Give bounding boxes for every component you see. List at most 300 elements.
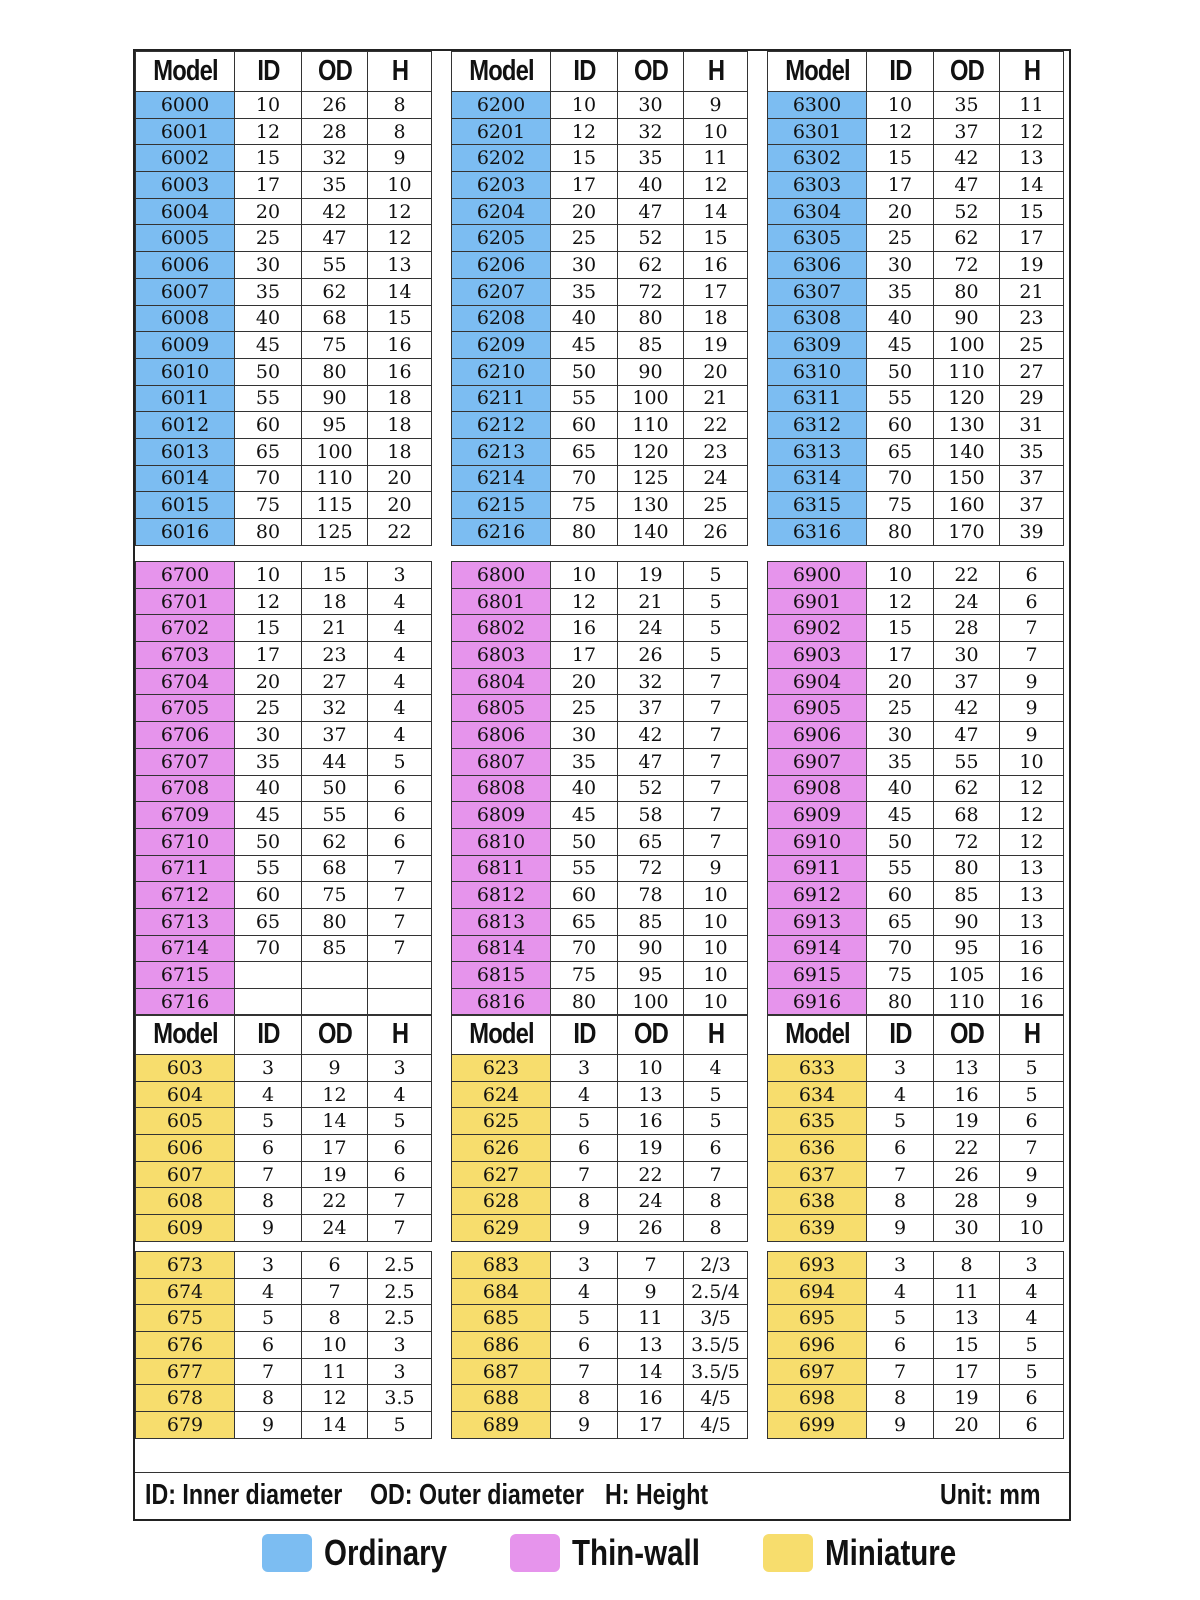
od-cell: 13	[618, 1332, 684, 1359]
table-row	[452, 588, 748, 615]
table-row	[452, 855, 748, 882]
id-cell: 30	[867, 722, 934, 749]
model-cell: 6308	[768, 305, 867, 332]
model-cell: 6314	[768, 465, 867, 492]
id-cell: 45	[867, 332, 934, 359]
id-cell: 7	[551, 1161, 618, 1188]
od-cell: 47	[934, 172, 1000, 199]
id-cell: 5	[551, 1108, 618, 1135]
table-row	[452, 145, 748, 172]
id-cell: 3	[235, 1055, 302, 1082]
id-cell: 6	[867, 1135, 934, 1162]
model-cell: 6715	[136, 962, 235, 989]
h-cell: 8	[368, 118, 432, 145]
model-cell: 6201	[452, 118, 551, 145]
od-cell: 85	[934, 882, 1000, 909]
h-cell: 14	[368, 278, 432, 305]
bearing-table-6200	[451, 51, 748, 546]
table-row	[452, 92, 748, 119]
od-cell: 23	[302, 642, 368, 669]
od-cell: 22	[302, 1188, 368, 1215]
h-cell: 10	[684, 882, 748, 909]
table-row	[136, 828, 432, 855]
od-cell: 19	[934, 1108, 1000, 1135]
id-cell: 6	[235, 1135, 302, 1162]
h-cell: 6	[1000, 1412, 1064, 1439]
od-cell: 7	[618, 1252, 684, 1279]
od-cell: 75	[302, 882, 368, 909]
id-cell: 3	[551, 1055, 618, 1082]
table-row	[768, 562, 1064, 589]
od-cell: 18	[302, 588, 368, 615]
id-cell: 60	[867, 412, 934, 439]
h-cell: 12	[1000, 775, 1064, 802]
table-row	[768, 642, 1064, 669]
model-cell: 688	[452, 1385, 551, 1412]
id-cell: 9	[867, 1412, 934, 1439]
table-row	[452, 1055, 748, 1082]
h-cell: 12	[1000, 118, 1064, 145]
od-cell: 72	[934, 252, 1000, 279]
od-cell: 12	[302, 1081, 368, 1108]
table-row	[452, 385, 748, 412]
od-cell: 110	[302, 465, 368, 492]
h-cell: 10	[1000, 1215, 1064, 1242]
table-row	[452, 305, 748, 332]
id-cell: 16	[551, 615, 618, 642]
model-cell: 6911	[768, 855, 867, 882]
model-cell: 6705	[136, 695, 235, 722]
column-header: Model	[776, 52, 857, 92]
id-cell: 12	[867, 118, 934, 145]
id-cell	[235, 989, 302, 1016]
id-cell: 50	[551, 828, 618, 855]
h-cell: 16	[368, 358, 432, 385]
h-cell: 37	[1000, 465, 1064, 492]
od-cell: 11	[302, 1358, 368, 1385]
model-cell: 6306	[768, 252, 867, 279]
table-row	[452, 1215, 748, 1242]
column-header: ID	[241, 52, 296, 92]
table-row	[768, 1305, 1064, 1332]
table-row	[136, 198, 432, 225]
model-cell: 6901	[768, 588, 867, 615]
od-cell	[302, 989, 368, 1016]
id-cell: 20	[867, 668, 934, 695]
h-cell: 10	[684, 118, 748, 145]
model-cell: 603	[136, 1055, 235, 1082]
table-row	[768, 962, 1064, 989]
od-cell: 95	[934, 935, 1000, 962]
column-header: OD	[307, 52, 361, 92]
h-cell: 5	[684, 562, 748, 589]
model-cell: 6200	[452, 92, 551, 119]
id-cell: 80	[551, 519, 618, 546]
id-cell: 45	[551, 332, 618, 359]
h-cell: 35	[1000, 438, 1064, 465]
id-cell: 60	[867, 882, 934, 909]
table-row	[452, 1412, 748, 1439]
id-cell: 30	[867, 252, 934, 279]
od-cell: 90	[934, 305, 1000, 332]
h-cell: 7	[368, 882, 432, 909]
h-cell: 16	[1000, 935, 1064, 962]
model-cell: 678	[136, 1385, 235, 1412]
od-cell: 30	[934, 1215, 1000, 1242]
id-cell: 12	[235, 588, 302, 615]
od-cell: 9	[302, 1055, 368, 1082]
h-cell: 16	[684, 252, 748, 279]
id-cell: 17	[235, 642, 302, 669]
od-cell: 90	[302, 385, 368, 412]
h-cell: 3	[368, 562, 432, 589]
od-cell: 24	[934, 588, 1000, 615]
od-cell: 24	[302, 1215, 368, 1242]
id-cell: 70	[867, 935, 934, 962]
id-cell: 4	[235, 1278, 302, 1305]
h-cell: 37	[1000, 492, 1064, 519]
legend-swatch-ordinary	[262, 1534, 312, 1572]
id-cell: 3	[235, 1252, 302, 1279]
table-row	[136, 989, 432, 1016]
model-cell: 6810	[452, 828, 551, 855]
od-cell: 80	[934, 278, 1000, 305]
od-cell: 115	[302, 492, 368, 519]
model-cell: 676	[136, 1332, 235, 1359]
model-cell: 6214	[452, 465, 551, 492]
h-cell: 11	[684, 145, 748, 172]
model-cell: 6014	[136, 465, 235, 492]
id-cell: 20	[867, 198, 934, 225]
model-cell: 6011	[136, 385, 235, 412]
column-header: Model	[144, 52, 225, 92]
od-cell: 160	[934, 492, 1000, 519]
model-cell: 6204	[452, 198, 551, 225]
od-cell: 30	[934, 642, 1000, 669]
od-cell: 85	[302, 935, 368, 962]
id-cell: 70	[867, 465, 934, 492]
od-cell: 16	[618, 1385, 684, 1412]
table-row	[452, 962, 748, 989]
id-cell: 7	[867, 1161, 934, 1188]
table-row	[452, 492, 748, 519]
id-cell: 5	[867, 1305, 934, 1332]
column-header: ID	[873, 52, 928, 92]
id-cell: 10	[551, 92, 618, 119]
model-cell: 607	[136, 1161, 235, 1188]
od-cell: 16	[618, 1108, 684, 1135]
model-cell: 6811	[452, 855, 551, 882]
model-cell: 684	[452, 1278, 551, 1305]
table-row	[136, 1252, 432, 1279]
id-cell: 12	[551, 118, 618, 145]
od-cell: 47	[618, 198, 684, 225]
h-cell: 7	[368, 1188, 432, 1215]
model-cell: 6315	[768, 492, 867, 519]
id-cell: 60	[551, 882, 618, 909]
model-cell: 6013	[136, 438, 235, 465]
bearing-table-683	[451, 1251, 748, 1439]
h-cell: 13	[1000, 145, 1064, 172]
model-cell: 6800	[452, 562, 551, 589]
h-cell: 13	[1000, 908, 1064, 935]
h-cell: 15	[1000, 198, 1064, 225]
h-cell: 2.5	[368, 1305, 432, 1332]
table-row	[136, 519, 432, 546]
legend-definitions	[135, 1472, 1069, 1519]
id-cell: 55	[867, 855, 934, 882]
id-cell: 25	[867, 695, 934, 722]
table-row	[136, 358, 432, 385]
od-cell: 17	[618, 1412, 684, 1439]
h-cell: 10	[684, 908, 748, 935]
table-row	[136, 562, 432, 589]
table-row	[452, 1358, 748, 1385]
h-cell: 14	[684, 198, 748, 225]
column-header: OD	[307, 1015, 361, 1055]
id-cell: 8	[235, 1385, 302, 1412]
h-cell: 7	[684, 775, 748, 802]
h-cell: 22	[684, 412, 748, 439]
model-cell: 686	[452, 1332, 551, 1359]
od-cell: 47	[618, 748, 684, 775]
h-cell: 15	[368, 305, 432, 332]
h-cell: 22	[368, 519, 432, 546]
model-cell: 6207	[452, 278, 551, 305]
h-cell: 7	[368, 935, 432, 962]
od-cell: 24	[618, 615, 684, 642]
model-cell: 6902	[768, 615, 867, 642]
model-cell: 6216	[452, 519, 551, 546]
model-cell: 608	[136, 1188, 235, 1215]
table-row	[136, 305, 432, 332]
od-cell: 62	[934, 775, 1000, 802]
id-cell: 45	[867, 802, 934, 829]
od-cell: 26	[618, 642, 684, 669]
id-cell: 8	[551, 1385, 618, 1412]
table-row	[452, 695, 748, 722]
model-cell: 6016	[136, 519, 235, 546]
od-cell: 110	[934, 989, 1000, 1016]
column-header: OD	[939, 52, 993, 92]
table-row	[768, 668, 1064, 695]
od-cell: 35	[934, 92, 1000, 119]
column-header: OD	[623, 52, 677, 92]
model-cell: 699	[768, 1412, 867, 1439]
model-cell: 6801	[452, 588, 551, 615]
h-cell: 5	[684, 588, 748, 615]
h-cell: 25	[1000, 332, 1064, 359]
h-cell: 3	[368, 1358, 432, 1385]
model-cell: 6802	[452, 615, 551, 642]
model-cell: 6316	[768, 519, 867, 546]
id-cell: 6	[551, 1332, 618, 1359]
id-cell: 20	[235, 198, 302, 225]
model-cell: 6710	[136, 828, 235, 855]
h-cell: 12	[368, 198, 432, 225]
model-cell: 6210	[452, 358, 551, 385]
od-cell: 9	[618, 1278, 684, 1305]
column-header: Model	[460, 52, 541, 92]
model-cell: 6704	[136, 668, 235, 695]
table-row	[768, 935, 1064, 962]
model-cell: 6816	[452, 989, 551, 1016]
id-cell	[235, 962, 302, 989]
bearing-table-6800	[451, 561, 748, 1016]
model-cell: 6812	[452, 882, 551, 909]
h-cell: 9	[1000, 1161, 1064, 1188]
od-cell: 65	[618, 828, 684, 855]
table-row	[452, 118, 748, 145]
id-cell: 12	[235, 118, 302, 145]
od-cell: 52	[618, 775, 684, 802]
od-cell: 13	[618, 1081, 684, 1108]
h-cell: 18	[368, 385, 432, 412]
model-cell: 687	[452, 1358, 551, 1385]
table-row	[136, 695, 432, 722]
h-cell: 7	[684, 748, 748, 775]
od-cell: 75	[302, 332, 368, 359]
h-cell: 7	[1000, 642, 1064, 669]
h-cell: 6	[684, 1135, 748, 1162]
model-cell: 6208	[452, 305, 551, 332]
od-cell: 62	[934, 225, 1000, 252]
od-cell: 120	[934, 385, 1000, 412]
od-cell: 42	[618, 722, 684, 749]
id-cell: 35	[867, 748, 934, 775]
table-row	[452, 882, 748, 909]
h-cell: 6	[368, 802, 432, 829]
id-cell: 15	[235, 615, 302, 642]
model-cell: 606	[136, 1135, 235, 1162]
column-header: H	[373, 1015, 425, 1055]
id-cell: 9	[867, 1215, 934, 1242]
h-cell: 39	[1000, 519, 1064, 546]
table-row	[136, 1332, 432, 1359]
h-cell: 3/5	[684, 1305, 748, 1332]
table-row	[768, 385, 1064, 412]
model-cell: 685	[452, 1305, 551, 1332]
model-cell: 6215	[452, 492, 551, 519]
table-row	[452, 225, 748, 252]
table-row	[768, 1055, 1064, 1082]
table-row	[136, 252, 432, 279]
column-header: ID	[873, 1015, 928, 1055]
table-row	[136, 1358, 432, 1385]
table-row	[452, 1081, 748, 1108]
h-cell: 4	[368, 615, 432, 642]
table-row	[136, 1055, 432, 1082]
table-row	[768, 1252, 1064, 1279]
miniature-section-a	[135, 1014, 1069, 1246]
h-cell: 7	[684, 828, 748, 855]
id-cell: 75	[235, 492, 302, 519]
id-cell: 80	[867, 989, 934, 1016]
table-row	[768, 92, 1064, 119]
od-cell: 13	[934, 1055, 1000, 1082]
h-cell: 23	[684, 438, 748, 465]
od-cell: 11	[934, 1278, 1000, 1305]
model-cell: 673	[136, 1252, 235, 1279]
h-cell: 12	[1000, 828, 1064, 855]
table-row	[136, 332, 432, 359]
od-cell: 7	[302, 1278, 368, 1305]
model-cell: 6205	[452, 225, 551, 252]
model-cell: 6203	[452, 172, 551, 199]
model-cell: 683	[452, 1252, 551, 1279]
bearing-table-6300	[767, 51, 1064, 546]
legend-swatch-miniature	[763, 1534, 813, 1572]
id-cell: 55	[551, 385, 618, 412]
table-row	[452, 1278, 748, 1305]
od-cell: 28	[934, 615, 1000, 642]
table-row	[136, 615, 432, 642]
h-cell: 18	[368, 438, 432, 465]
model-cell: 6813	[452, 908, 551, 935]
id-cell: 25	[551, 695, 618, 722]
table-row	[452, 172, 748, 199]
model-cell: 6809	[452, 802, 551, 829]
id-cell: 50	[235, 828, 302, 855]
id-cell: 3	[867, 1055, 934, 1082]
model-cell: 677	[136, 1358, 235, 1385]
model-cell: 6311	[768, 385, 867, 412]
table-row	[768, 1081, 1064, 1108]
id-cell: 4	[551, 1278, 618, 1305]
model-cell: 6300	[768, 92, 867, 119]
h-cell: 3	[368, 1332, 432, 1359]
table-row	[136, 118, 432, 145]
model-cell: 6712	[136, 882, 235, 909]
id-cell: 60	[235, 882, 302, 909]
h-cell: 5	[1000, 1081, 1064, 1108]
h-cell: 6	[368, 828, 432, 855]
h-cell: 21	[1000, 278, 1064, 305]
id-cell: 20	[551, 198, 618, 225]
od-cell: 27	[302, 668, 368, 695]
table-row	[768, 775, 1064, 802]
model-cell: 604	[136, 1081, 235, 1108]
od-cell: 52	[618, 225, 684, 252]
table-row	[452, 668, 748, 695]
h-cell: 16	[368, 332, 432, 359]
table-row	[452, 1305, 748, 1332]
model-cell: 6713	[136, 908, 235, 935]
model-cell: 6700	[136, 562, 235, 589]
id-cell: 10	[235, 92, 302, 119]
color-legend	[0, 1530, 1200, 1580]
h-cell: 4/5	[684, 1412, 748, 1439]
column-header: ID	[557, 52, 612, 92]
h-cell: 20	[368, 492, 432, 519]
id-cell: 12	[551, 588, 618, 615]
od-cell: 14	[302, 1108, 368, 1135]
id-cell: 10	[867, 562, 934, 589]
h-cell: 19	[684, 332, 748, 359]
id-cell: 17	[235, 172, 302, 199]
od-cell: 22	[618, 1161, 684, 1188]
id-cell: 9	[235, 1215, 302, 1242]
model-cell: 6806	[452, 722, 551, 749]
od-cell: 55	[934, 748, 1000, 775]
id-cell: 65	[867, 438, 934, 465]
table-row	[768, 198, 1064, 225]
id-cell: 10	[551, 562, 618, 589]
table-row	[136, 1135, 432, 1162]
model-cell: 6808	[452, 775, 551, 802]
id-definition: ID: Inner diameter	[145, 1479, 343, 1511]
column-header: H	[1005, 52, 1057, 92]
